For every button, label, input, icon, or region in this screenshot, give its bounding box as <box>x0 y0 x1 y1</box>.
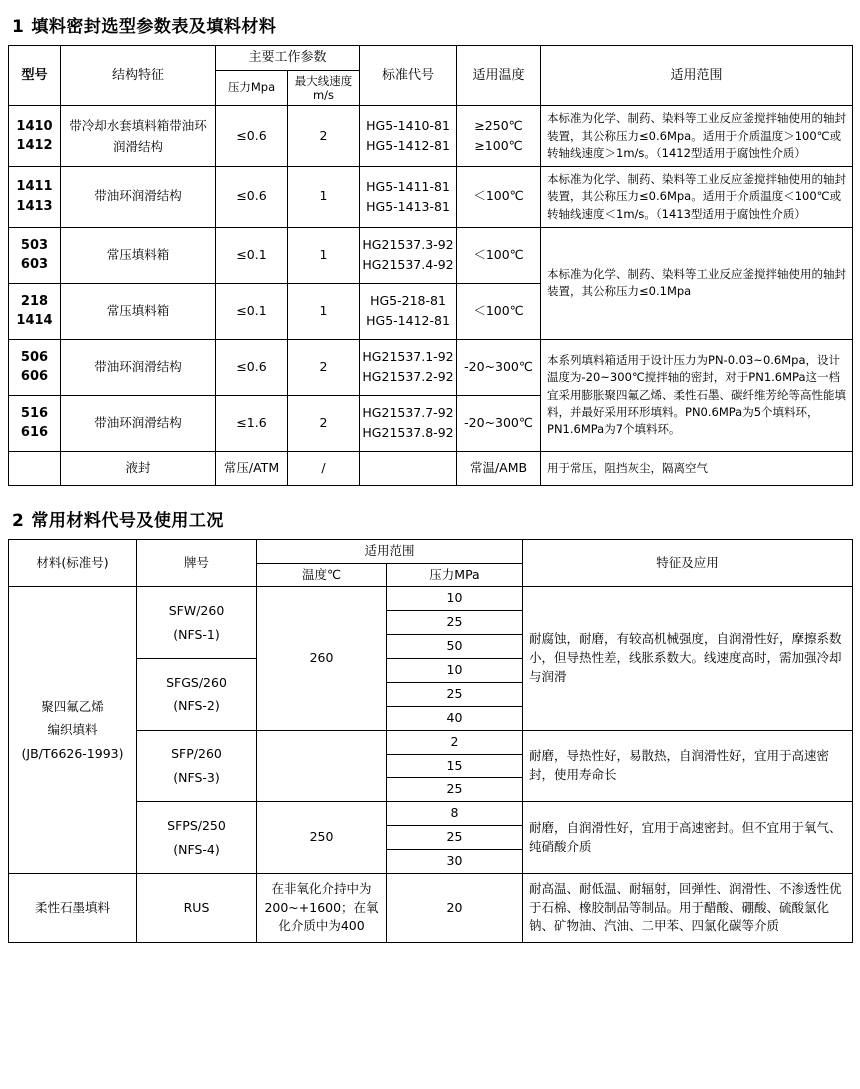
cell-scope: 本标准为化学、制药、染料等工业反应釜搅拌轴使用的轴封装置，其公称压力≤0.6Mpa。适用于介质温度＞100℃或转轴线速度＞1m/s。（1412型适用于腐蚀性介质） <box>541 106 853 167</box>
cell-scope: 用于常压，阻挡灰尘，隔离空气 <box>541 451 853 485</box>
code-line: HG21537.2-92 <box>362 369 454 385</box>
cell-speed: 1 <box>288 167 360 228</box>
model-line: 1410 <box>16 118 53 134</box>
cell-temperature: 在非氧化介持中为200~+1600；在氧化介质中为400 <box>257 873 387 942</box>
brand-line: SFGS/260 <box>166 674 227 690</box>
cell-standard-code <box>360 395 457 451</box>
code-line: HG5-1410-81 <box>366 118 450 134</box>
table-row <box>9 873 853 942</box>
cell-structure: 带冷却水套填料箱带油环润滑结构 <box>61 106 216 167</box>
header-scope: 适用范围 <box>257 539 523 563</box>
header-model: 型号 <box>9 46 61 106</box>
cell-structure: 带油环润滑结构 <box>61 167 216 228</box>
cell-temperature: -20~300℃ <box>457 395 541 451</box>
cell-pressure: ≤0.6 <box>216 167 288 228</box>
header-pressure: 压力Mpa <box>216 70 288 106</box>
cell-scope: 本系列填料箱适用于设计压力为PN-0.03~0.6Mpa，设计温度为-20~300℃搅拌轴的密封，对于PN1.6MPa这一档宜采用膨胀聚四氟乙烯、柔性石墨、碳纤维芳纶等高性能填料，并最好采用环形填料。PN0.6MPa为5个填料环，PN1.6MPa为7个填料环。 <box>541 339 853 451</box>
cell-temperature: ＜100℃ <box>457 167 541 228</box>
cell-feature: 耐磨，自润滑性好，宜用于高速密封。但不宜用于氧气、纯硝酸介质 <box>523 802 853 874</box>
cell-model <box>9 283 61 339</box>
code-line: HG5-1412-81 <box>366 138 450 154</box>
section-2-number: 2 <box>12 510 25 531</box>
cell-brand <box>137 802 257 874</box>
code-line: HG21537.8-92 <box>362 425 454 441</box>
section-1-title <box>12 12 852 37</box>
table-row <box>9 227 853 283</box>
cell-temperature <box>257 730 387 802</box>
table-row <box>9 587 853 611</box>
section-2-heading-text: 常用材料代号及使用工况 <box>31 510 224 531</box>
model-line: 1412 <box>16 138 53 154</box>
model-line: 603 <box>20 257 49 273</box>
cell-pressure: 30 <box>387 850 523 874</box>
header-main-params: 主要工作参数 <box>216 46 360 71</box>
brand-line: SFW/260 <box>168 602 225 618</box>
cell-model <box>9 395 61 451</box>
cell-pressure: ≤0.6 <box>216 106 288 167</box>
cell-pressure: 10 <box>387 659 523 683</box>
code-line: HG21537.1-92 <box>362 349 454 365</box>
cell-standard-code <box>360 451 457 485</box>
model-line: 1413 <box>16 198 53 214</box>
table-row <box>9 451 853 485</box>
cell-model <box>9 339 61 395</box>
cell-pressure: 40 <box>387 706 523 730</box>
cell-model <box>9 106 61 167</box>
cell-speed: 1 <box>288 227 360 283</box>
cell-pressure: ≤0.1 <box>216 283 288 339</box>
material-name-line: 编织填料 <box>47 722 98 738</box>
temp-line: ≥100℃ <box>474 138 523 154</box>
header-max-speed: 最大线速度 m/s <box>288 70 360 106</box>
header-pressure: 压力MPa <box>387 563 523 587</box>
cell-brand <box>137 659 257 731</box>
cell-pressure: ≤0.1 <box>216 227 288 283</box>
cell-structure: 带油环润滑结构 <box>61 339 216 395</box>
cell-pressure: 20 <box>387 873 523 942</box>
model-line: 516 <box>20 405 49 421</box>
header-scope: 适用范围 <box>541 46 853 106</box>
cell-pressure: 8 <box>387 802 523 826</box>
temp-line: ≥250℃ <box>474 118 523 134</box>
header-brand: 牌号 <box>137 539 257 587</box>
cell-structure: 常压填料箱 <box>61 283 216 339</box>
cell-structure: 液封 <box>61 451 216 485</box>
code-line: HG5-1411-81 <box>366 178 450 194</box>
section-2-title <box>12 506 852 531</box>
cell-pressure: 2 <box>387 730 523 754</box>
cell-material-name: 柔性石墨填料 <box>9 873 137 942</box>
table-row <box>9 167 853 228</box>
brand-line: SFP/260 <box>171 746 222 762</box>
table-row <box>9 106 853 167</box>
cell-material-name <box>9 587 137 874</box>
cell-speed: 2 <box>288 106 360 167</box>
table-header-row-1 <box>9 46 853 71</box>
cell-speed: 2 <box>288 339 360 395</box>
brand-line: SFPS/250 <box>167 817 226 833</box>
brand-line: (NFS-3) <box>173 769 220 785</box>
cell-structure: 常压填料箱 <box>61 227 216 283</box>
cell-temperature: 250 <box>257 802 387 874</box>
header-structure: 结构特征 <box>61 46 216 106</box>
cell-brand <box>137 587 257 659</box>
section-1-heading-text: 填料密封选型参数表及填料材料 <box>31 17 277 37</box>
cell-temperature: ＜100℃ <box>457 283 541 339</box>
cell-scope: 本标准为化学、制药、染料等工业反应釜搅拌轴使用的轴封装置，其公称压力≤0.6Mpa。适用于介质温度＜100℃或转轴线速度＜1m/s。（1413型适用于腐蚀性介质） <box>541 167 853 228</box>
brand-line: (NFS-2) <box>173 698 220 714</box>
cell-pressure: 50 <box>387 635 523 659</box>
cell-pressure: ≤0.6 <box>216 339 288 395</box>
model-line: 1414 <box>16 313 53 329</box>
brand-line: (NFS-4) <box>173 841 220 857</box>
cell-pressure: 25 <box>387 611 523 635</box>
cell-model <box>9 451 61 485</box>
cell-temperature: 260 <box>257 587 387 730</box>
model-line: 503 <box>20 237 49 253</box>
cell-feature: 耐腐蚀，耐磨，有较高机械强度，自润滑性好，摩擦系数小，但导热性差，线胀系数大。线速度高时，需加强冷却与润滑 <box>523 587 853 730</box>
header-temperature: 温度℃ <box>257 563 387 587</box>
header-standard-code: 标准代号 <box>360 46 457 106</box>
cell-brand: RUS <box>137 873 257 942</box>
cell-model <box>9 167 61 228</box>
cell-feature: 耐高温、耐低温、耐辐射，回弹性、润滑性、不渗透性优于石棉、橡胶制品等制品。用于醋酸、硼酸、硫酸氯化钠、矿物油、汽油、二甲苯、四氯化碳等介质 <box>523 873 853 942</box>
material-name-line: (JB/T6626-1993) <box>21 746 124 762</box>
cell-temperature: 常温/AMB <box>457 451 541 485</box>
cell-feature: 耐磨，导热性好，易散热，自润滑性好，宜用于高速密封，使用寿命长 <box>523 730 853 802</box>
cell-pressure: 25 <box>387 826 523 850</box>
header-material: 材料(标准号) <box>9 539 137 587</box>
material-code-table <box>8 539 853 944</box>
cell-temperature <box>457 106 541 167</box>
cell-pressure: 15 <box>387 754 523 778</box>
cell-standard-code <box>360 167 457 228</box>
table-header-row-1 <box>9 539 853 563</box>
cell-pressure: 25 <box>387 778 523 802</box>
model-line: 218 <box>20 293 49 309</box>
cell-pressure: 25 <box>387 682 523 706</box>
cell-pressure: 10 <box>387 587 523 611</box>
cell-standard-code <box>360 106 457 167</box>
cell-speed: 2 <box>288 395 360 451</box>
model-line: 506 <box>20 349 49 365</box>
material-name-line: 聚四氟乙烯 <box>41 698 104 714</box>
cell-pressure: ≤1.6 <box>216 395 288 451</box>
section-spacer <box>8 486 852 500</box>
model-line: 606 <box>20 369 49 385</box>
code-line: HG21537.7-92 <box>362 405 454 421</box>
cell-temperature: -20~300℃ <box>457 339 541 395</box>
model-line: 616 <box>20 425 49 441</box>
header-feature: 特征及应用 <box>523 539 853 587</box>
cell-standard-code <box>360 339 457 395</box>
brand-line: (NFS-1) <box>173 626 220 642</box>
cell-pressure: 常压/ATM <box>216 451 288 485</box>
table-row <box>9 339 853 395</box>
code-line: HG5-1412-81 <box>366 313 450 329</box>
header-temperature: 适用温度 <box>457 46 541 106</box>
cell-brand <box>137 730 257 802</box>
model-line: 1411 <box>16 179 53 195</box>
code-line: HG5-1413-81 <box>366 198 450 214</box>
cell-model <box>9 227 61 283</box>
cell-temperature: ＜100℃ <box>457 227 541 283</box>
packing-seal-parameter-table <box>8 45 853 486</box>
cell-speed: / <box>288 451 360 485</box>
cell-speed: 1 <box>288 283 360 339</box>
cell-scope: 本标准为化学、制药、染料等工业反应釜搅拌轴使用的轴封装置，其公称压力≤0.1Mpa <box>541 227 853 339</box>
section-1-number: 1 <box>12 17 25 37</box>
cell-structure: 带油环润滑结构 <box>61 395 216 451</box>
code-line: HG21537.4-92 <box>362 257 454 273</box>
cell-standard-code <box>360 227 457 283</box>
code-line: HG5-218-81 <box>370 293 446 309</box>
code-line: HG21537.3-92 <box>362 237 454 253</box>
cell-standard-code <box>360 283 457 339</box>
